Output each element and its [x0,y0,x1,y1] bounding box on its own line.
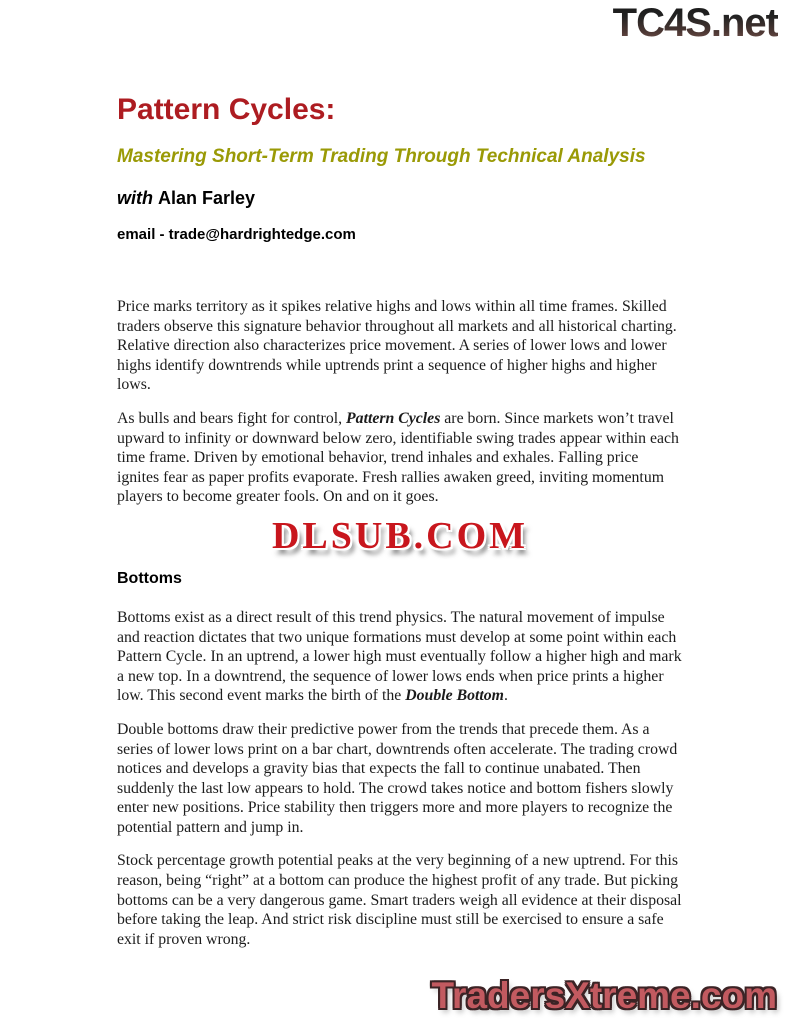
paragraph-3-text: Bottoms exist as a direct result of this trend physics. The natural movement of impulse and reaction dictates that two unique formations must develop at some point within each Pattern Cycle. In an uptrend, a lower high must eventually follow a higher high and mark a new top. In a downtrend, the sequence of lower lows ends when price prints a higher low. This second event marks the birth of the [117,608,682,705]
paragraph-2-text: are born. Since markets won’t travel upward to infinity or downward below zero, identifiable swing trades appear within each time frame. Driven by emotional behavior, trend inhales and exhales. Falling price ignites fear as paper profits evaporate. Fresh rallies awaken greed, inviting momentum players to become greater fools. On and on it goes. [117,409,679,506]
paragraph-3-text: . [503,687,508,705]
pattern-cycles-term: Pattern Cycles [346,409,441,427]
byline [117,189,683,208]
page-subtitle: Mastering Short-Term Trading Through Technical Analysis [117,146,646,167]
paragraph-2-text: As bulls and bears fight for control, [117,409,347,427]
tradersxtreme-logo: TradersXtreme.com [431,975,777,1016]
email-line: email - trade@hardrightedge.com [117,226,356,243]
dlsub-watermark: DLSUB.COM [271,514,529,557]
paragraph-3 [117,608,683,706]
page-title: Pattern Cycles: [117,93,336,126]
paragraph-1: Price marks territory as it spikes relative highs and lows within all time frames. Skilled traders observe this signature behavior throughout all markets and all historical charting. Relative direction also characterizes price movement. A series of lower lows and lower highs identify downtrends while uptrends print a sequence of higher highs and higher lows. [117,298,677,394]
paragraph-5: Stock percentage growth potential peaks at the very beginning of a new uptrend. For this reason, being “right” at a bottom can produce the highest profit of any trade. But picking bottoms can be a very dangerous game. Smart traders weigh all evidence at their disposal before taking the leap. And strict risk discipline must still be exercised to ensure a safe exit if proven wrong. [117,852,682,948]
section-heading-bottoms: Bottoms [117,569,182,587]
paragraph-4: Double bottoms draw their predictive power from the trends that precede them. As a series of lower lows print on a bar chart, downtrends often accelerate. The trading crowd notices and develops a gravity bias that expects the fall to continue unabated. Then suddenly the last low appears to hold. The crowd takes notice and bottom fishers slowly enter new positions. Price stability then triggers more and more players to recognize the potential pattern and jump in. [117,720,678,836]
paragraph-2 [117,409,683,507]
double-bottom-term: Double Bottom [405,687,504,705]
body-text [117,297,683,949]
byline-prefix: with [117,188,153,208]
byline-author: Alan Farley [158,188,256,208]
article-content [117,0,683,949]
tc4s-logo: TC4S.net [612,1,778,45]
